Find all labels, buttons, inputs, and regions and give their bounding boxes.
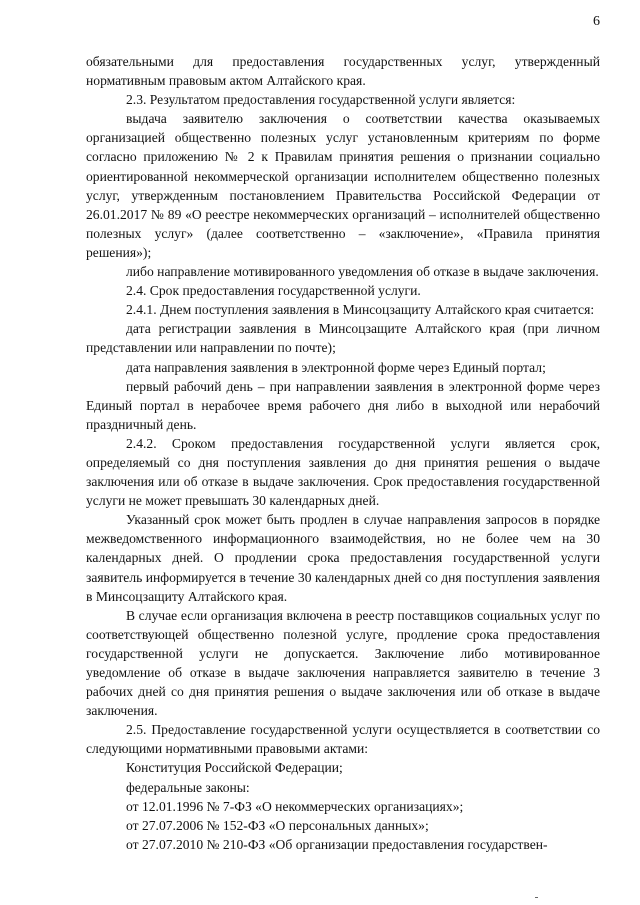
legal-act-federal-laws: федеральные законы: — [126, 779, 250, 795]
paragraph-term-extension: Указанный срок может быть продлен в случае направления запросов в порядке межведомственного информационного взаимодействия, но не более чем на 30 календарных дней. О продлении срока предоставления государственной услуги заявитель информируется в течение 30 календарных дней со дня поступления заявления в Минсоцзащиту Алтайского края. — [86, 512, 600, 604]
paragraph-first-working-day: первый рабочий день – при направлении заявления в электронной форме через Единый портал в нерабочее время рабочего дня либо в выходной или нерабочий праздничный день. — [86, 378, 600, 432]
scan-artifact — [535, 897, 538, 898]
paragraph-2-4-1: 2.4.1. Днем поступления заявления в Минсоцзащиту Алтайского края считается: — [126, 302, 595, 318]
paragraph-result-refusal: либо направление мотивированного уведомления об отказе в выдаче заключения. — [126, 264, 599, 280]
page-number: 6 — [593, 14, 600, 29]
paragraph-continuation: обязательными для предоставления государственных услуг, утвержденный нормативным правовым актом Алтайского края. — [86, 54, 600, 89]
paragraph-result-conclusion: выдача заявителю заключения о соответствии качества оказываемых организацией общественно полезных услуг установленным критериям по форме согласно приложению № 2 к Правилам принятия решения о признании социально ориентированной некоммерческой организации исполнителем общественно полезных услуг, утвержденным постановлением Правительства Российской Федерации от 26.01.2017 № 89 «О реестре некоммерческих организаций – исполнителей общественно полезных услуг» (далее соответственно – «заключение», «Правила принятия решения»); — [86, 111, 600, 260]
legal-act-constitution: Конституция Российской Федерации; — [126, 760, 343, 776]
paragraph-registry-case: В случае если организация включена в реестр поставщиков социальных услуг по соответствующей общественно полезной услуге, продление срока предоставления государственной услуги не допускается. Заключение либо мотивированное уведомление об отказе в выдаче заключения направляется заявителю в течение 3 рабочих дней со дня принятия решения о выдаче заключения или об отказе в выдаче заключения. — [86, 607, 600, 719]
legal-act-152-fz: от 27.07.2006 № 152-ФЗ «О персональных данных»; — [126, 817, 429, 833]
paragraph-2-4-heading: 2.4. Срок предоставления государственной услуги. — [126, 283, 421, 299]
paragraph-electronic-date: дата направления заявления в электронной форме через Единый портал; — [126, 359, 546, 375]
legal-act-210-fz: от 27.07.2010 № 210-ФЗ «Об организации предоставления государствен- — [126, 836, 548, 852]
paragraph-registration-date: дата регистрации заявления в Минсоцзащите Алтайского края (при личном представлении или направлении по почте); — [86, 321, 600, 356]
paragraph-2-5: 2.5. Предоставление государственной услуги осуществляется в соответствии со следующими нормативными правовыми актами: — [86, 722, 600, 757]
paragraph-2-3-heading: 2.3. Результатом предоставления государственной услуги является: — [126, 92, 516, 108]
paragraph-2-4-2: 2.4.2. Сроком предоставления государственной услуги является срок, определяемый со дня поступления заявления до дня принятия решения о выдаче заключения или об отказе в выдаче заключения. Срок предоставления государственной услуги не может превышать 30 календарных дней. — [86, 435, 600, 509]
legal-act-7-fz: от 12.01.1996 № 7-ФЗ «О некоммерческих организациях»; — [126, 798, 464, 814]
document-body — [86, 52, 600, 854]
